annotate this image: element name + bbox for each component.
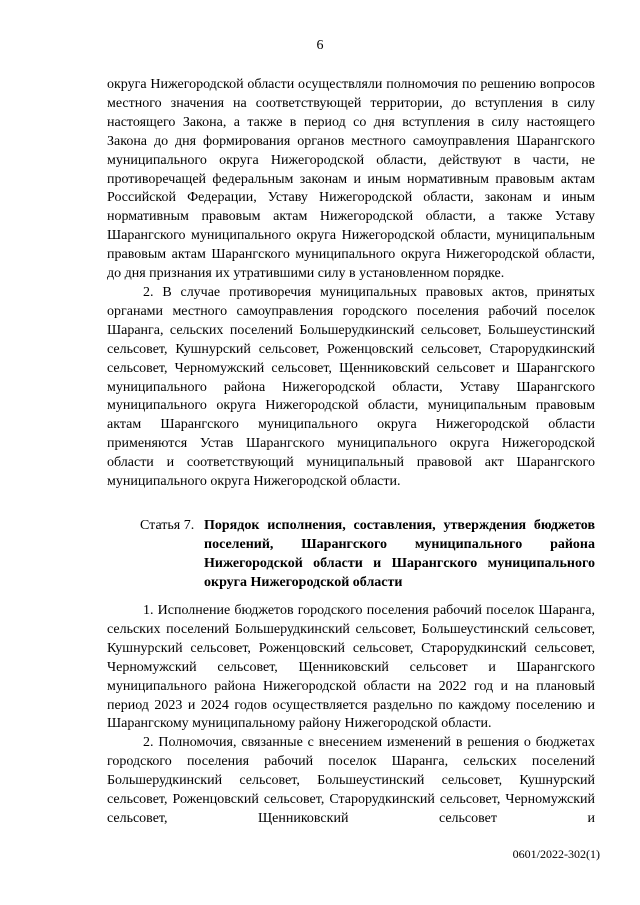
article-heading — [140, 517, 595, 593]
document-body-bottom — [107, 602, 595, 829]
article-title: Порядок исполнения, составления, утверждения бюджетов поселений, Шарангского муниципального района Нижегородской области и Шарангского муниципального округа Нижегородской области — [204, 518, 595, 590]
document-body-top — [107, 76, 595, 492]
document-code: 0601/2022-302(1) — [512, 847, 600, 861]
paragraph-continuation: округа Нижегородской области осуществляли полномочия по решению вопросов местного значения на соответствующей территории, до вступления в силу настоящего Закона, а также в период со дня вступления в силу настоящего Закона до дня формирования органов местного самоуправления Шарангского муниципального округа Нижегородской области, действуют в части, не противоречащей федеральным законам и иным нормативным правовым актам Российской Федерации, Уставу Нижегородской области, законам и иным нормативным правовым актам Нижегородской области, а также Уставу Шарангского муниципального округа Нижегородской области, муниципальным правовым актам Шарангского муниципального округа Нижегородской области, до дня признания их утратившими силу в установленном порядке. — [107, 77, 595, 282]
article-label: Статья 7. — [140, 518, 195, 533]
paragraph-2: 2. В случае противоречия муниципальных правовых актов, принятых органами местного самоуправления городского поселения рабочий поселок Шаранга, сельских поселений Большерудкинский сельсовет, Большеустинский сельсовет, Кушнурский сельсовет, Роженцовский сельсовет, Старорудкинский сельсовет, Черномужский сельсовет, Щенниковский сельсовет и Шарангского муниципального района Нижегородской области, Уставу Шарангского муниципального округа Нижегородской области, муниципальным правовым актам Шарангского муниципального округа Нижегородской области применяются Устав Шарангского муниципального округа Нижегородской области и соответствующий муниципальный правовой акт Шарангского муниципального округа Нижегородской области. — [107, 284, 595, 490]
page-number: 6 — [316, 38, 324, 53]
paragraph-article-7-1: 1. Исполнение бюджетов городского поселения рабочий поселок Шаранга, сельских поселений Большерудкинский сельсовет, Большеустинский сельсовет, Кушнурский сельсовет, Роженцовский сельсовет, Старорудкинский сельсовет, Черномужский сельсовет, Щенниковский сельсовет и Шарангского муниципального района Нижегородской области на 2022 год и на плановый период 2023 и 2024 годов осуществляется раздельно по каждому поселению и Шарангскому муниципальному району Нижегородской области. — [107, 603, 595, 732]
paragraph-article-7-2: 2. Полномочия, связанные с внесением изменений в решения о бюджетах городского поселения рабочий поселок Шаранга, сельских поселений Большерудкинский сельсовет, Большеустинский сельсовет, Кушнурский сельсовет, Роженцовский сельсовет, Старорудкинский сельсовет, Черномужский сельсовет, Щенниковский сельсовет и — [107, 735, 595, 826]
